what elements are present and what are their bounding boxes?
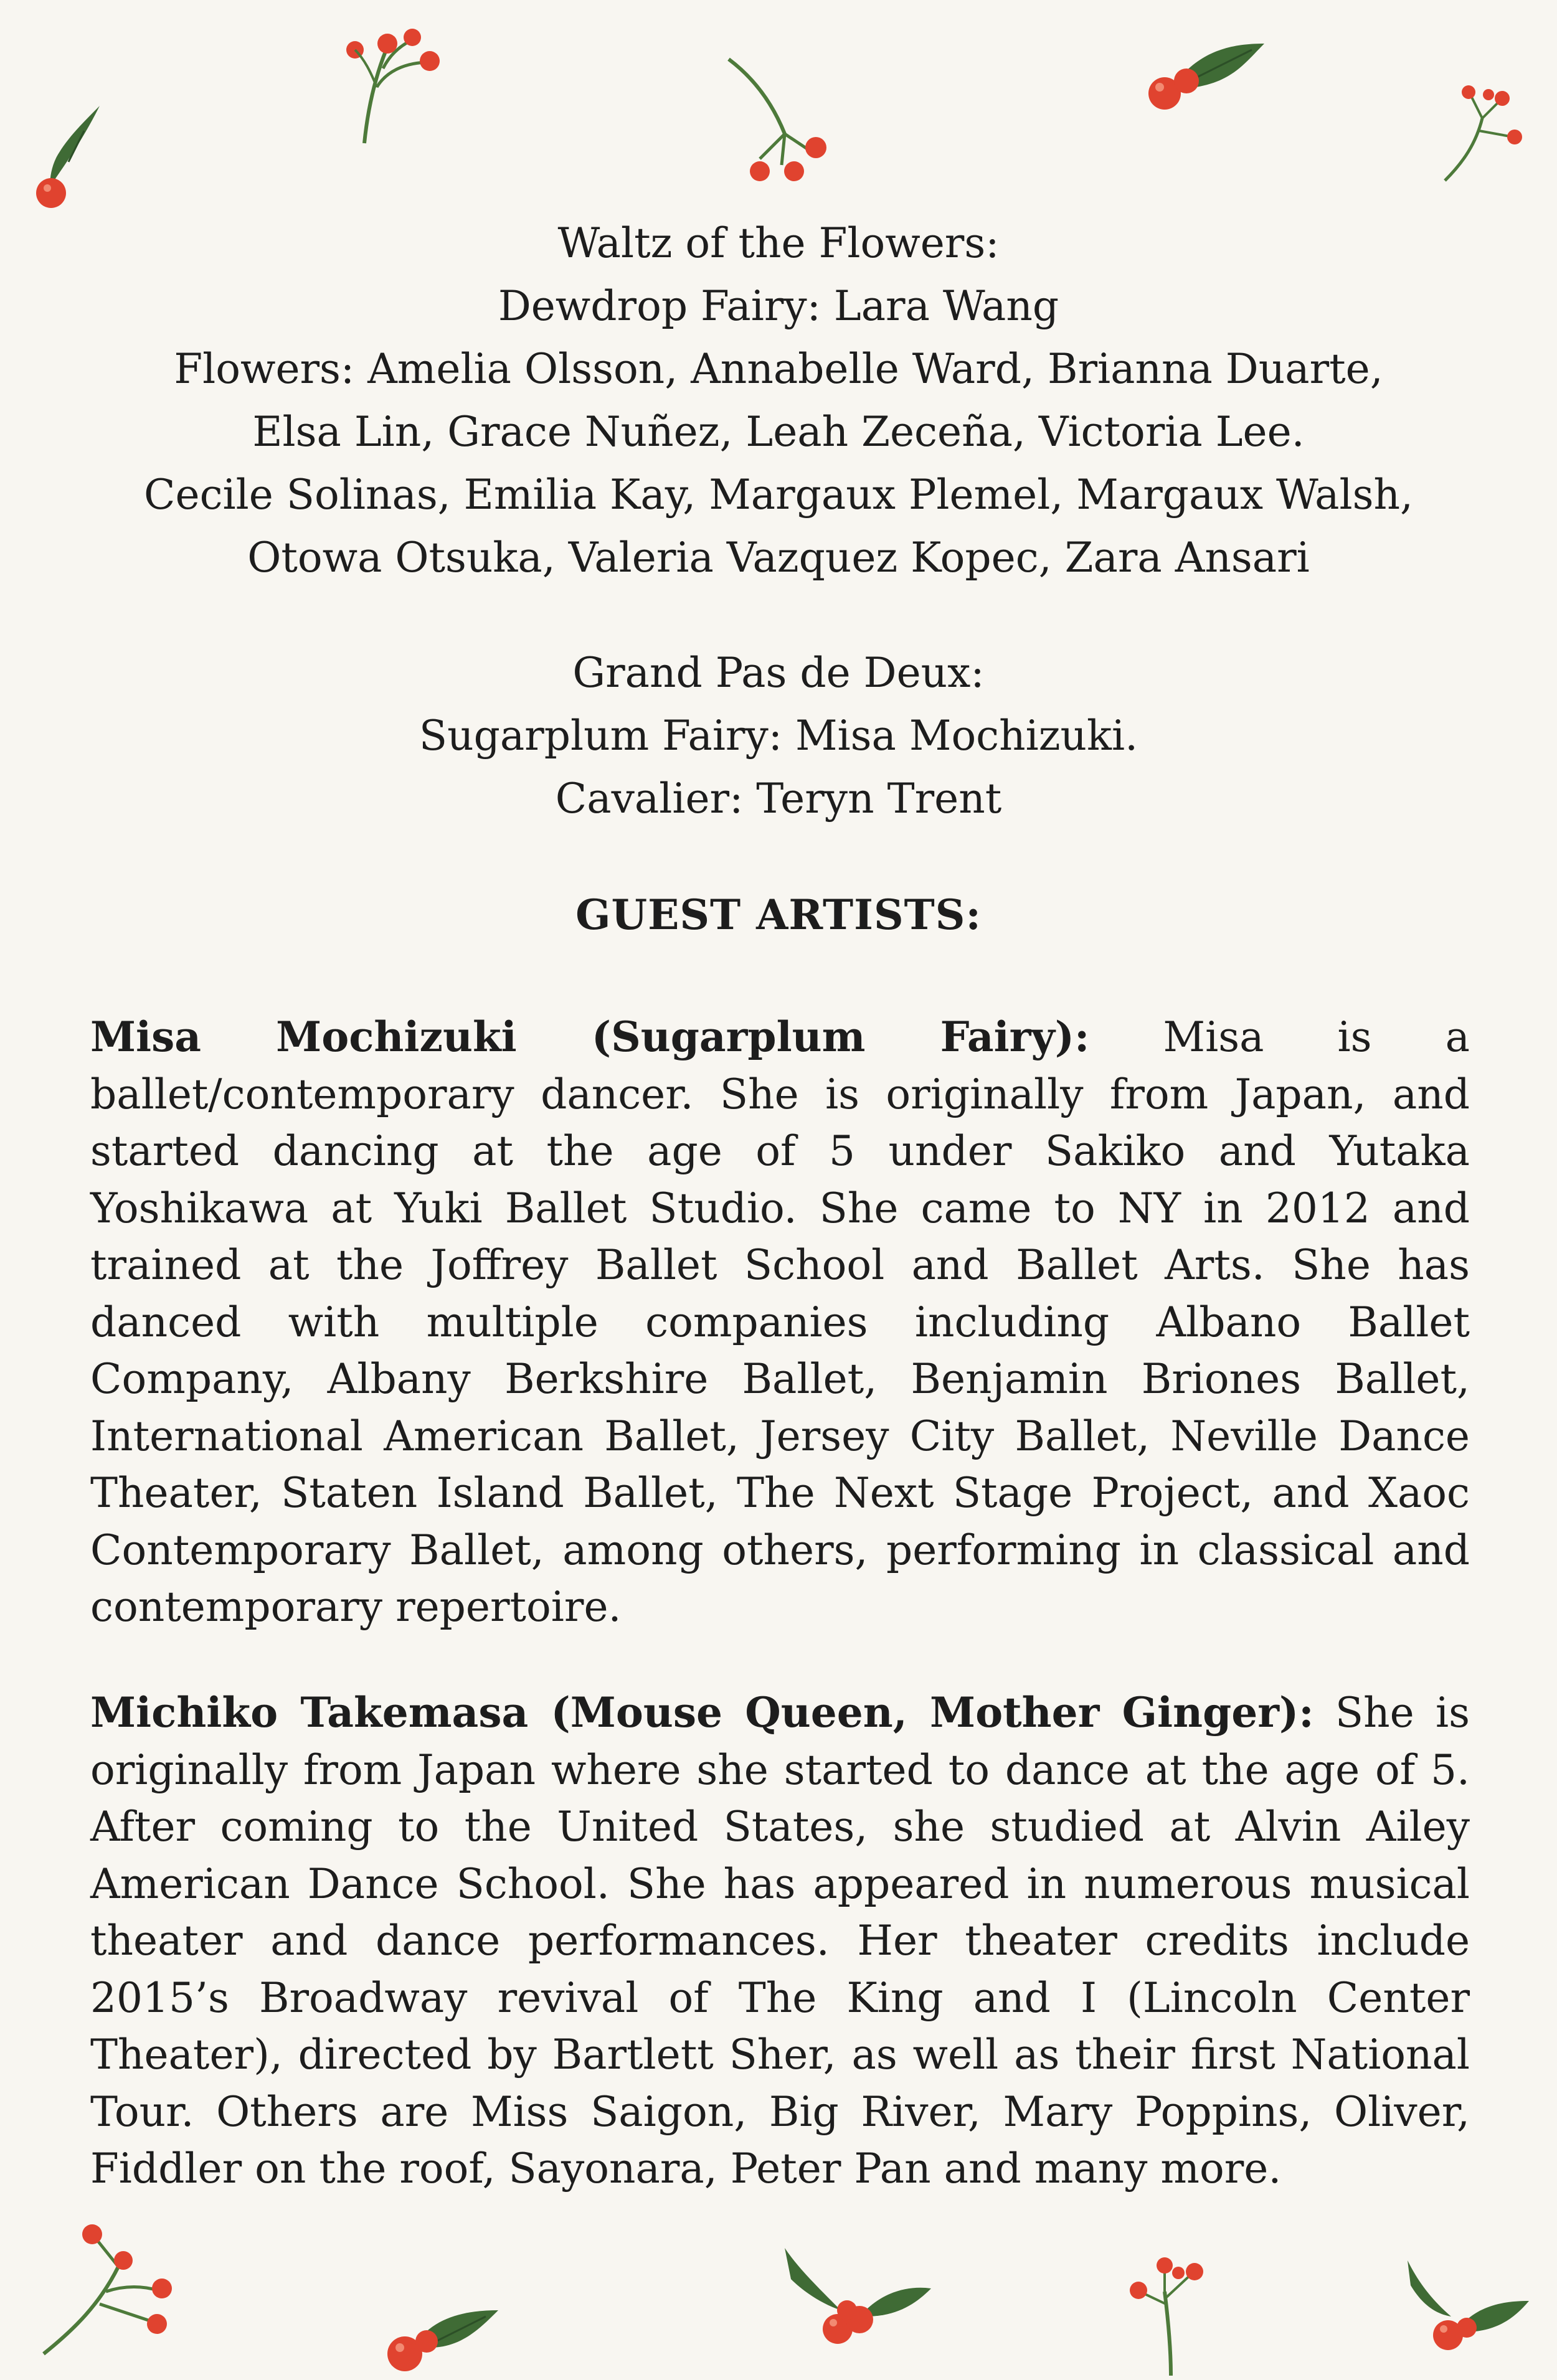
berry-sprig-icon xyxy=(336,12,455,149)
guest-artist-name: Misa Mochizuki (Sugarplum Fairy): xyxy=(90,1013,1090,1061)
flowers-line: Flowers: Amelia Olsson, Annabelle Ward, Brianna Duarte, xyxy=(174,345,1383,393)
berry-sprig-icon xyxy=(37,2223,181,2360)
flowers-line: Cecile Solinas, Emilia Kay, Margaux Plemel, Margaux Walsh, xyxy=(144,471,1413,519)
holly-sprig-icon xyxy=(25,93,112,218)
holly-sprig-icon xyxy=(367,2279,504,2373)
holly-sprig-icon xyxy=(1133,25,1283,118)
berry-sprig-icon xyxy=(722,53,847,190)
guest-artist-bio xyxy=(90,1684,1470,2198)
guest-artist-name: Michiko Takemasa (Mouse Queen, Mother Ginger): xyxy=(90,1688,1314,1737)
guest-artists-heading: GUEST ARTISTS: xyxy=(575,890,982,939)
waltz-heading: Waltz of the Flowers: xyxy=(557,219,1000,267)
flowers-line: Elsa Lin, Grace Nuñez, Leah Zeceña, Victoria Lee. xyxy=(252,408,1305,456)
guest-artist-bio-text: Misa is a ballet/contemporary dancer. She is originally from Japan, and started dancing at the age of 5 under Sakiko and Yutaka Yoshikawa at Yuki Ballet Studio. She came to NY in 2012 and trained at the Joffrey Ballet School and Ballet Arts. She has danced with multiple companies including Albano Ballet Company, Albany Berkshire Ballet, Benjamin Briones Ballet, International American Ballet, Jersey City Ballet, Neville Dance Theater, Staten Island Ballet, The Next Stage Project, and Xaoc Contemporary Ballet, among others, performing in classical and contemporary repertoire. xyxy=(90,1013,1470,1631)
cavalier-line: Cavalier: Teryn Trent xyxy=(555,775,1002,823)
holly-sprig-icon xyxy=(772,2242,934,2354)
flowers-line: Otowa Otsuka, Valeria Vazquez Kopec, Zara Ansari xyxy=(247,534,1310,582)
berry-sprig-icon xyxy=(1121,2254,1227,2379)
guest-artist-bio-text: She is originally from Japan where she started to dance at the age of 5. After coming to the United States, she studied at Alvin Ailey American Dance School. She has appeared in numerous musical theater and dance performances. Her theater credits include 2015’s Broadway revival of The King and I (Lincoln Center Theater), directed by Bartlett Sher, as well as their first National Tour. Others are Miss Saigon, Big River, Mary Poppins, Oliver, Fiddler on the roof, Sayonara, Peter Pan and many more. xyxy=(90,1689,1470,2193)
dewdrop-fairy-line: Dewdrop Fairy: Lara Wang xyxy=(498,282,1059,330)
sugarplum-fairy-line: Sugarplum Fairy: Misa Mochizuki. xyxy=(419,712,1138,760)
pas-de-deux-heading: Grand Pas de Deux: xyxy=(572,649,985,697)
pas-de-deux-cast-section xyxy=(0,641,1557,830)
holly-sprig-icon xyxy=(1395,2254,1532,2360)
berry-sprig-icon xyxy=(1432,81,1532,187)
waltz-cast-section xyxy=(0,212,1557,589)
guest-artist-bio xyxy=(90,1009,1470,1636)
